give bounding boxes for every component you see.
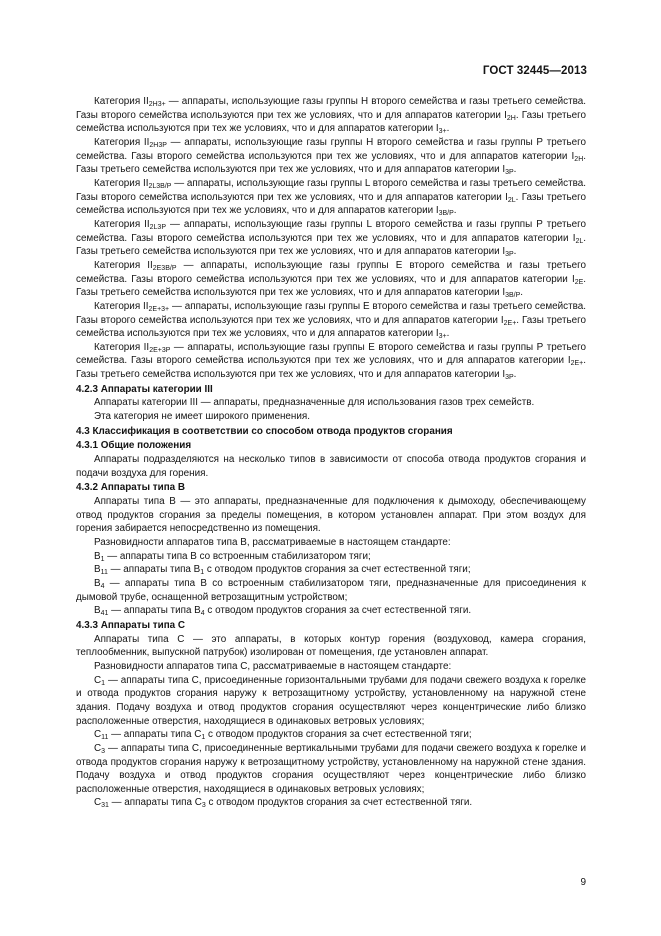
subscript-text: 2E+ [570, 360, 584, 368]
subscript-text: 11 [101, 734, 109, 742]
text-run: с отводом продуктов сгорания за счет естественной тяги. [204, 605, 472, 617]
text-run: . [513, 164, 517, 176]
text-run: — аппараты типа В со встроенным стабилизатором тяги; [104, 550, 371, 562]
text-run: В [94, 605, 101, 617]
subscript-text: 31 [101, 802, 109, 810]
paragraph [76, 177, 586, 218]
text-run: с отводом продуктов сгорания за счет естественной тяги; [205, 729, 472, 741]
text-run: . [513, 369, 517, 381]
text-run: Разновидности аппаратов типа С, рассматриваемые в настоящем стандарте: [94, 660, 452, 672]
text-run: . [513, 246, 517, 258]
text-run: Аппараты типа В — это аппараты, предназначенные для подключения к дымоходу, обеспечивающему отвод продуктов сгорания за пределы помещения, в котором установлен аппарат. При этом воздух для горения забирается непосредственно из помещения. [76, 496, 586, 535]
paragraph [76, 300, 586, 341]
text-run: Категория II [94, 96, 149, 107]
text-run: Аппараты типа С — это аппараты, в которых контур горения (воздуховод, камера сгорания, теплообменник, выпускной патрубок) изолирован от помещения, где установлен аппарат. [76, 633, 586, 659]
subscript-text: 2E [574, 278, 584, 286]
subscript-text: 2H3+ [148, 101, 166, 108]
paragraph [76, 660, 586, 674]
section-heading [76, 425, 586, 439]
subscript-text: 2E+3+ [148, 305, 170, 313]
text-run: С [94, 729, 102, 741]
paragraph [76, 95, 586, 136]
text-run: Категория II [94, 259, 153, 271]
text-run: В [94, 577, 101, 589]
paragraph [76, 410, 586, 424]
paragraph [76, 604, 586, 618]
text-run: Эта категория не имеет широкого применения. [94, 411, 310, 423]
text-run: — аппараты типа С, присоединенные вертикальными трубами для подачи свежего воздуха к горелке и отвода продуктов сгорания наружу к ветрозащитному устройству, установленному на наружной стене здания. Подачу воздуха и отвод продуктов сгорания осуществляют через концентрические либо близко расположенные отверстия, находящиеся в одинаковых ветровых условиях; [76, 742, 586, 795]
paragraph [76, 674, 586, 729]
text-run: С [94, 797, 102, 809]
text-run: — аппараты, использующие газы группы L второго семейства и газы третьего семейства. Газы второго семейства используются при тех же условиях, что и для аппаратов категории I [76, 177, 586, 203]
subscript-text: 3B/P [505, 292, 521, 300]
subscript-text: 4 [200, 610, 205, 618]
subscript-text: 2E+ [503, 319, 517, 327]
subscript-text: 2L3B/P [148, 182, 172, 190]
text-run: с отводом продуктов сгорания за счет естественной тяги. [205, 797, 473, 809]
section-heading [76, 439, 586, 453]
text-run: . [446, 328, 450, 340]
text-run: 4.2.3 Аппараты категории III [76, 383, 213, 395]
page-number: 9 [580, 877, 586, 888]
text-run: — аппараты типа С [108, 729, 202, 741]
text-run: С [94, 742, 102, 754]
text-run: 4.3 Классификация в соответствии со способом отвода продуктов сгорания [76, 425, 453, 437]
paragraph [76, 550, 586, 564]
subscript-text: 3P [505, 374, 514, 382]
text-run: Категория II [94, 136, 150, 148]
text-run: . Газы третьего семейства используются при тех же условиях, что и для аппаратов категории I [76, 273, 586, 299]
subscript-text: 2L [575, 237, 584, 245]
document-body [76, 95, 586, 810]
subscript-text: 1 [100, 555, 105, 563]
subscript-text: 2H [574, 155, 584, 163]
subscript-text: 3B/P [438, 210, 454, 218]
running-header: ГОСТ 32445—2013 [482, 65, 587, 77]
text-run: Аппараты подразделяются на несколько типов в зависимости от способа отвода продуктов сгорания и подачи воздуха для горения. [76, 454, 586, 479]
text-run: Категория II [94, 218, 150, 230]
text-run: . Газы третьего семейства используются при тех же условиях, что и для аппаратов категории I [76, 150, 586, 176]
text-run: — аппараты, использующие газы группы Н второго семейства и газы группы Р третьего семейства. Газы второго семейства используются при тех же условиях, что и для аппаратов категории I [76, 136, 586, 162]
text-run: Категория II [94, 341, 150, 353]
paragraph [76, 577, 586, 604]
text-run: 4.3.3 Аппараты типа С [76, 619, 186, 631]
text-run: . Газы третьего семейства используются при тех же условиях, что и для аппаратов категории I [76, 109, 587, 135]
subscript-text: 3P [505, 169, 514, 177]
paragraph [76, 136, 586, 177]
text-run: — аппараты типа С [108, 797, 202, 809]
subscript-text: 2H3P [149, 141, 167, 149]
paragraph [76, 218, 586, 259]
text-run: — аппараты, использующие газы группы Е второго семейства и газы третьего семейства. Газы второго семейства используются при тех же условиях, что и для аппаратов категории I [76, 300, 586, 326]
subscript-text: 1 [201, 734, 206, 742]
section-heading [76, 481, 586, 495]
paragraph [76, 633, 586, 660]
text-run: с отводом продуктов сгорания за счет естественной тяги; [204, 564, 471, 576]
subscript-text: 11 [100, 569, 108, 577]
section-heading [76, 383, 586, 397]
text-run: — аппараты, использующие газы группы L второго семейства и газы группы Р третьего семейства. Газы второго семейства используются при тех же условиях, что и для аппаратов категории I [76, 218, 587, 244]
text-run: . Газы третьего семейства используются при тех же условиях, что и для аппаратов категории I [76, 355, 586, 381]
text-run: — аппараты типа В [107, 564, 201, 576]
text-run: В [94, 564, 101, 576]
paragraph [76, 796, 586, 810]
section-heading [76, 619, 586, 633]
subscript-text: 3 [201, 802, 206, 810]
subscript-text: 2E3B/P [152, 264, 177, 272]
paragraph [76, 453, 586, 480]
text-run: . Газы третьего семейства используются при тех же условиях, что и для аппаратов категории I [76, 314, 586, 340]
text-run: Аппараты категории III — аппараты, предназначенные для использования газов трех семейств. [94, 397, 535, 409]
text-run: — аппараты типа В со встроенным стабилизатором тяги, предназначенные для присоединения к дымовой трубе, оснащенной ветрозащитным устройством; [76, 577, 586, 603]
paragraph [76, 259, 586, 300]
subscript-text: 3+ [438, 128, 447, 136]
text-run: . Газы третьего семейства используются при тех же условиях, что и для аппаратов категории I [76, 232, 586, 258]
text-run: — аппараты, использующие газы группы Н второго семейства и газы третьего семейства. Газы второго семейства используются при тех же условиях, что и для аппаратов категории I [76, 96, 586, 121]
paragraph [76, 495, 586, 536]
subscript-text: 3+ [438, 333, 447, 341]
subscript-text: 2E+3P [149, 346, 171, 354]
paragraph [76, 728, 586, 742]
subscript-text: 2H [506, 114, 516, 122]
paragraph [76, 563, 586, 577]
subscript-text: 2L3P [149, 223, 166, 231]
subscript-text: 4 [100, 582, 105, 590]
text-run: Категория II [94, 177, 149, 189]
text-run: 4.3.2 Аппараты типа В [76, 482, 186, 494]
subscript-text: 1 [200, 569, 205, 577]
text-run: . [446, 123, 450, 135]
text-run: Категория II [94, 300, 149, 312]
text-run: С [94, 674, 102, 686]
paragraph [76, 341, 586, 382]
subscript-text: 41 [100, 610, 109, 618]
subscript-text: 3P [505, 251, 514, 259]
text-run: 4.3.1 Общие положения [76, 440, 192, 452]
text-run: . [520, 287, 524, 299]
text-run: . [453, 205, 457, 217]
paragraph [76, 742, 586, 797]
text-run: — аппараты, использующие газы группы Е второго семейства и газы группы Р третьего семейства. Газы второго семейства используются при тех же условиях, что и для аппаратов категории I [76, 341, 586, 367]
paragraph [76, 536, 586, 550]
subscript-text: 2L [507, 196, 516, 204]
text-run: . Газы третьего семейства используются при тех же условиях, что и для аппаратов категории I [76, 191, 587, 217]
subscript-text: 3 [101, 747, 106, 755]
text-run: Разновидности аппаратов типа В, рассматриваемые в настоящем стандарте: [94, 537, 451, 548]
subscript-text: 1 [101, 679, 106, 687]
text-run: — аппараты типа В [108, 605, 201, 617]
text-run: В [94, 550, 101, 562]
paragraph [76, 396, 586, 410]
text-run: — аппараты, использующие газы группы Е второго семейства и газы третьего семейства. Газы второго семейства используются при тех же условиях, что и для аппаратов категории I [76, 259, 586, 285]
text-run: — аппараты типа С, присоединенные горизонтальными трубами для подачи свежего воздуха к горелке и отвода продуктов сгорания наружу к ветрозащитному устройству, установленному на наружной стене здания. Подачу воздуха и отвод продуктов сгорания осуществляют через концентрические либо близко расположенные отверстия, находящиеся в одинаковых ветровых условиях; [76, 674, 586, 727]
